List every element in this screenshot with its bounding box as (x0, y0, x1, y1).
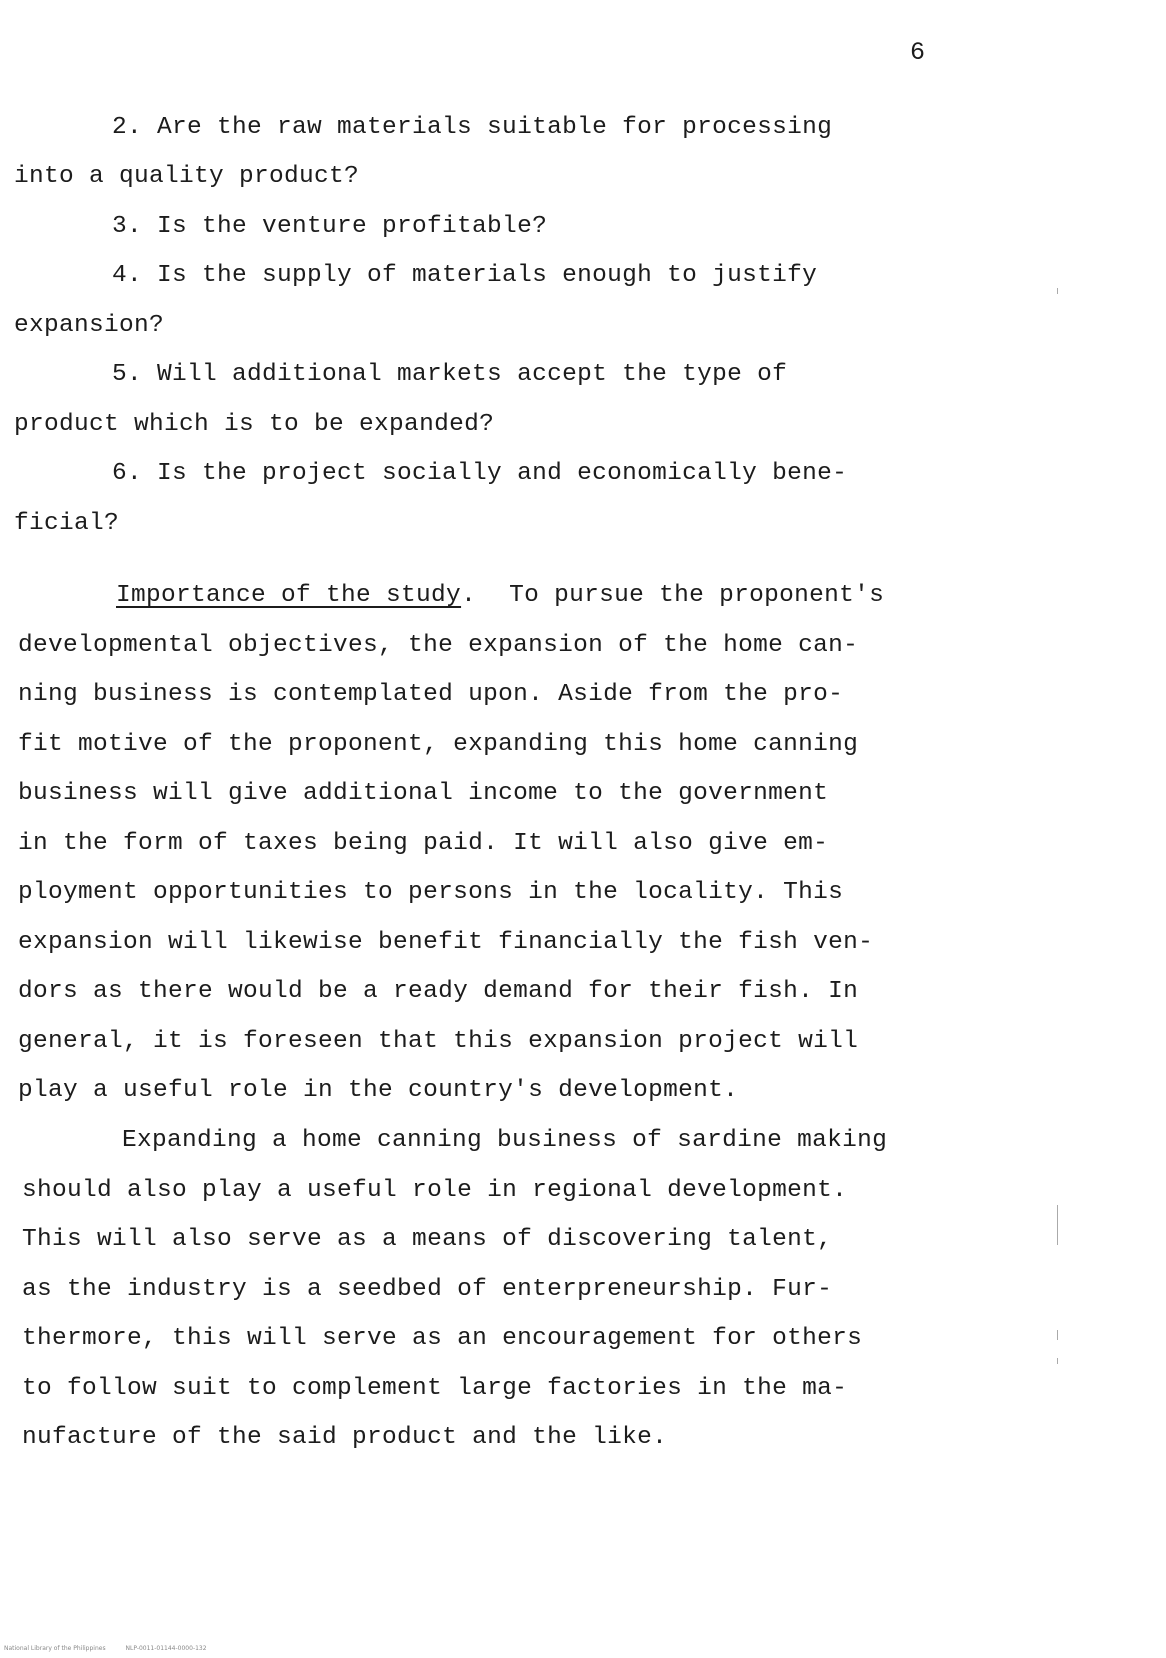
importance-line: expansion will likewise benefit financially the fish ven- (18, 929, 874, 956)
question-4-line-1: 4. Is the supply of materials enough to justify (112, 262, 818, 289)
importance-line: in the form of taxes being paid. It will also give em- (18, 830, 829, 857)
importance-line: ning business is contemplated upon. Aside from the pro- (18, 681, 844, 708)
expanding-line: nufacture of the said product and the like. (22, 1424, 668, 1451)
scan-artifact (1057, 1330, 1058, 1340)
importance-first-line-rest: To pursue the proponent's (509, 582, 885, 609)
expanding-line: Expanding a home canning business of sardine making (122, 1127, 888, 1154)
footer-left: National Library of the Philippines (4, 1645, 106, 1652)
question-6-line-2: ficial? (14, 510, 120, 537)
question-2-line-1: 2. Are the raw materials suitable for processing (112, 114, 833, 141)
question-3-line-1: 3. Is the venture profitable? (112, 213, 548, 240)
importance-line: business will give additional income to the government (18, 780, 829, 807)
importance-first-line (116, 582, 884, 609)
importance-line: ployment opportunities to persons in the locality. This (18, 879, 844, 906)
importance-line: dors as there would be a ready demand for their fish. In (18, 978, 859, 1005)
expanding-line: to follow suit to complement large factories in the ma- (22, 1375, 848, 1402)
importance-line: fit motive of the proponent, expanding this home canning (18, 731, 859, 758)
expanding-line: should also play a useful role in regional development. (22, 1177, 848, 1204)
section-heading: Importance of the study (116, 582, 462, 609)
importance-line: play a useful role in the country's development. (18, 1077, 739, 1104)
question-6-line-1: 6. Is the project socially and economically bene- (112, 460, 848, 487)
expanding-line: This will also serve as a means of discovering talent, (22, 1226, 833, 1253)
heading-punct: . (461, 582, 477, 609)
question-5-line-1: 5. Will additional markets accept the type of (112, 361, 788, 388)
expanding-line: thermore, this will serve as an encouragement for others (22, 1325, 863, 1352)
expanding-line: as the industry is a seedbed of enterpreneurship. Fur- (22, 1276, 833, 1303)
question-5-line-2: product which is to be expanded? (14, 411, 495, 438)
question-4-line-2: expansion? (14, 312, 165, 339)
question-2-line-2: into a quality product? (14, 163, 360, 190)
scan-footer (4, 1645, 225, 1652)
importance-line: general, it is foreseen that this expansion project will (18, 1028, 859, 1055)
scan-artifact (1057, 1205, 1058, 1245)
scan-artifact (1057, 1358, 1058, 1364)
footer-right: NLP-0011-01144-0000-132 (125, 1645, 207, 1652)
importance-line: developmental objectives, the expansion of the home can- (18, 632, 859, 659)
scan-artifact (1057, 288, 1058, 294)
page-number: 6 (910, 38, 926, 67)
